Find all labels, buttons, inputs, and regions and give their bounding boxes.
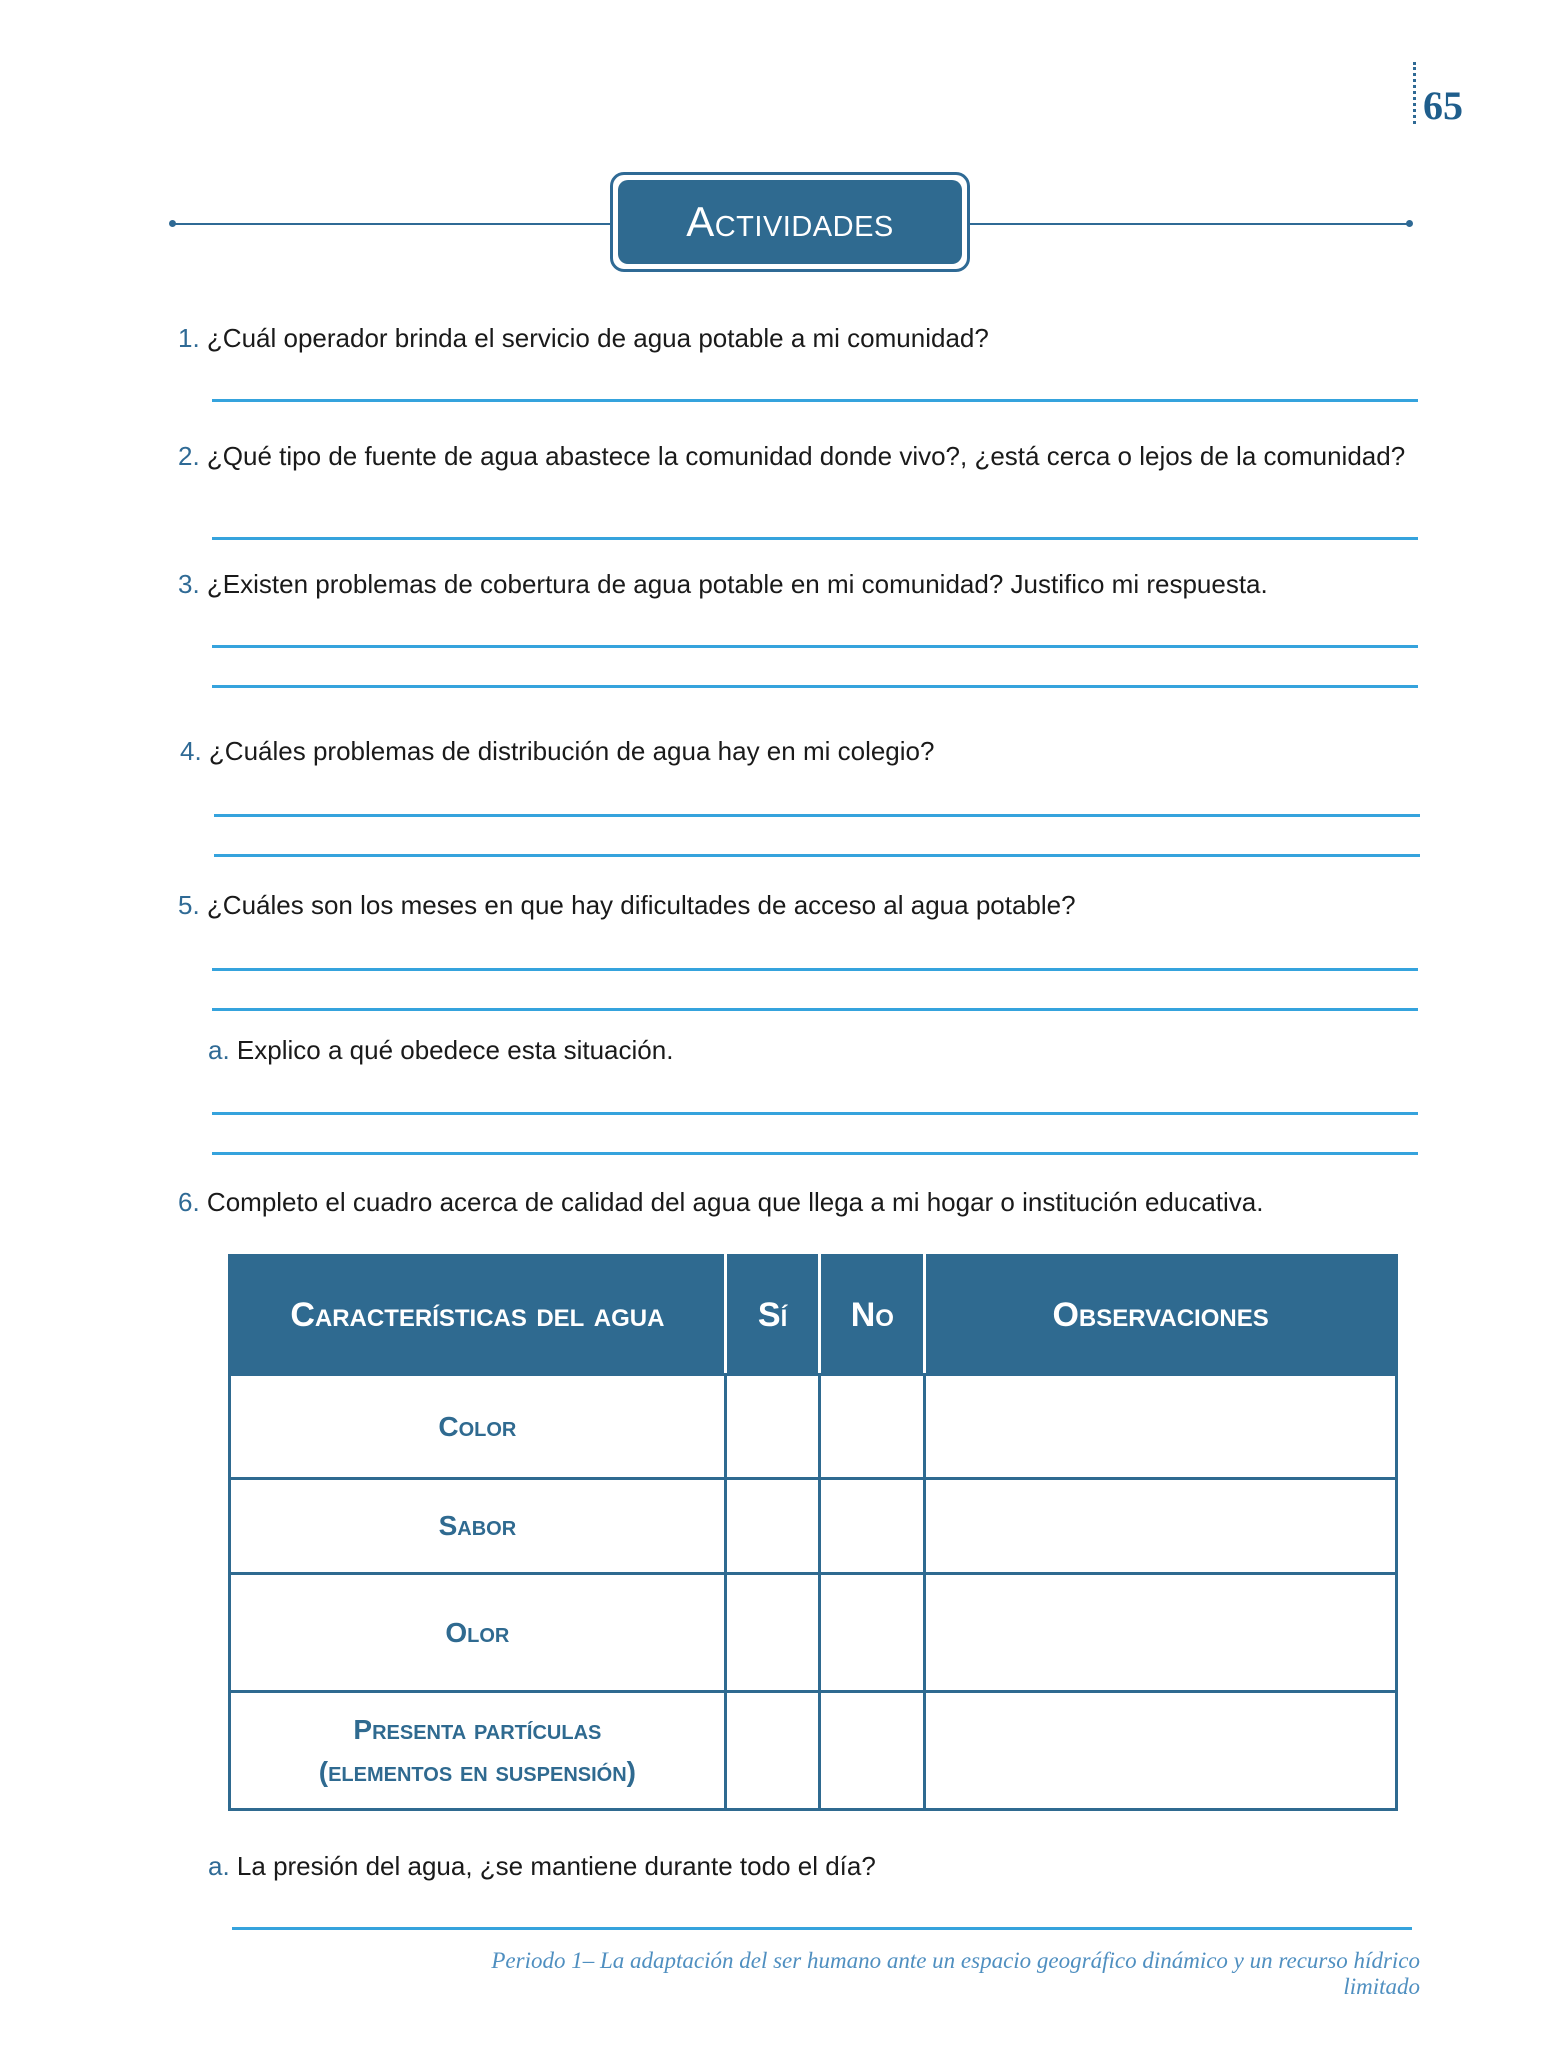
answer-line-2[interactable] [212,537,1418,540]
title-rule-left-dot [169,220,176,227]
cell-no[interactable] [820,1574,925,1692]
answer-line-1[interactable] [212,399,1418,402]
question-number: 6. [178,1187,200,1217]
answer-line-6a[interactable] [232,1927,1412,1930]
page-footer: Periodo 1– La adaptación del ser humano ante un espacio geográfico dinámico y un recurso hídrico limitado [491,1948,1420,1999]
question-number: 5. [178,890,200,920]
question-text: ¿Qué tipo de fuente de agua abastece la comunidad donde vivo?, ¿está cerca o lejos de la comunidad? [206,441,1406,471]
table-row [230,1574,1397,1692]
title-rule-right-dot [1406,220,1413,227]
title-rule-right [970,223,1410,225]
title-banner [618,180,962,264]
cell-no[interactable] [820,1375,925,1479]
header-no: No [820,1256,925,1375]
row-label-taste: Sabor [230,1479,726,1574]
cell-yes[interactable] [725,1375,820,1479]
cell-observations[interactable] [925,1692,1397,1810]
header-yes: Sí [725,1256,820,1375]
row-label-particles [230,1692,726,1810]
cell-observations[interactable] [925,1479,1397,1574]
question-4 [180,733,934,769]
answer-line-4a[interactable] [214,814,1420,817]
answer-line-5a[interactable] [212,968,1418,971]
cell-yes[interactable] [725,1692,820,1810]
question-text: Completo el cuadro acerca de calidad del agua que llega a mi hogar o institución educativa. [206,1187,1264,1217]
title-rule-left [172,223,612,225]
question-text: ¿Existen problemas de cobertura de agua potable en mi comunidad? Justifico mi respuesta. [206,569,1268,599]
table-row [230,1692,1397,1810]
header-characteristics: Características del agua [230,1256,726,1375]
question-number: 3. [178,569,200,599]
row-label-particles-line2: (elementos en suspensión) [318,1755,636,1787]
question-1 [178,320,989,356]
question-number: 1. [178,323,200,353]
question-5a [208,1032,673,1068]
question-number: a. [208,1851,230,1881]
question-text: ¿Cuál operador brinda el servicio de agua potable a mi comunidad? [206,323,989,353]
cell-yes[interactable] [725,1574,820,1692]
page-title: Actividades [686,198,894,245]
answer-line-3b[interactable] [212,685,1418,688]
question-6a [208,1848,876,1884]
answer-line-4b[interactable] [214,854,1420,857]
question-number: a. [208,1035,230,1065]
answer-line-5b[interactable] [212,1008,1418,1011]
answer-line-5a-2[interactable] [212,1152,1418,1155]
answer-line-3a[interactable] [212,645,1418,648]
row-label-particles-line1: Presenta partículas [353,1713,602,1745]
page-number: 65 [1423,83,1463,128]
question-6 [178,1184,1263,1220]
question-text: La presión del agua, ¿se mantiene durante todo el día? [236,1851,876,1881]
question-text: Explico a qué obedece esta situación. [236,1035,674,1065]
question-text: ¿Cuáles problemas de distribución de agua hay en mi colegio? [208,736,935,766]
question-3 [178,566,1268,602]
row-label-color: Color [230,1375,726,1479]
cell-yes[interactable] [725,1479,820,1574]
page-number-divider [1413,62,1416,124]
table-row [230,1479,1397,1574]
cell-observations[interactable] [925,1375,1397,1479]
header-observations: Observaciones [925,1256,1397,1375]
water-quality-table [228,1254,1398,1811]
cell-no[interactable] [820,1692,925,1810]
cell-observations[interactable] [925,1574,1397,1692]
question-text: ¿Cuáles son los meses en que hay dificultades de acceso al agua potable? [206,890,1076,920]
table-row [230,1375,1397,1479]
question-number: 2. [178,441,200,471]
cell-no[interactable] [820,1479,925,1574]
question-number: 4. [180,736,202,766]
table-header-row [230,1256,1397,1375]
answer-line-5a-1[interactable] [212,1112,1418,1115]
row-label-smell: Olor [230,1574,726,1692]
question-5 [178,887,1076,923]
question-2 [178,438,1418,474]
